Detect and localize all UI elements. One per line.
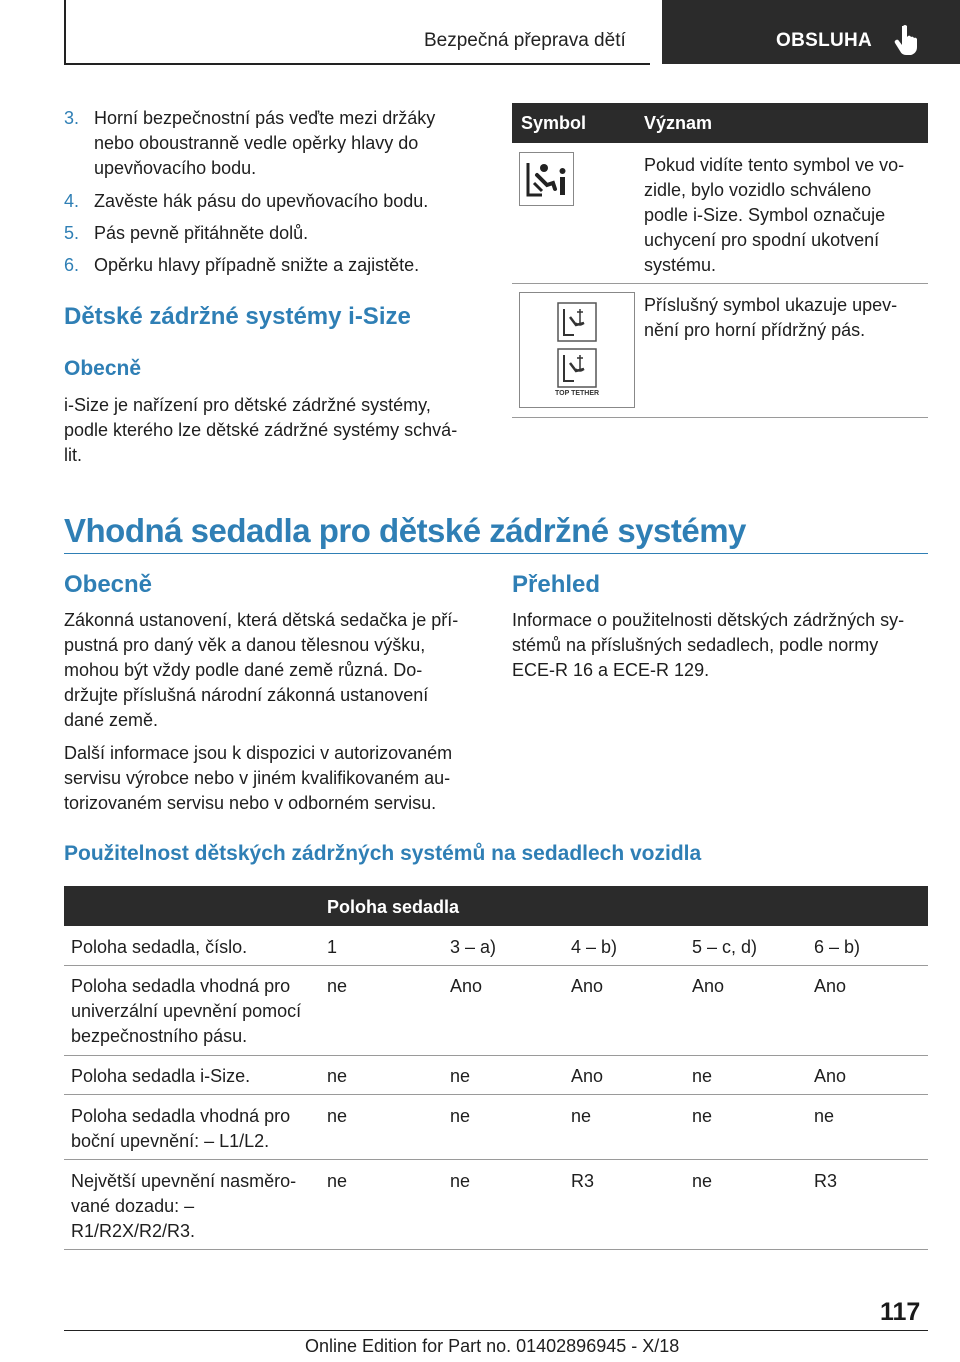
symbol-meaning-line: nění pro horní přídržný pás. [644, 320, 866, 340]
seat-cell: Ano [814, 976, 847, 996]
overview-text-line: stémů na příslušných sedadlech, podle normy [512, 635, 879, 655]
page-number: 117 [880, 1298, 921, 1326]
seat-table-divider [64, 1159, 928, 1160]
seat-cell: ne [327, 976, 348, 996]
seat-row-label: Poloha sedadla, číslo. [71, 937, 248, 957]
seat-row-label: R1/R2X/R2/R3. [71, 1221, 196, 1241]
symbol-meaning-line: Pokud vidíte tento symbol ve vo- [644, 155, 905, 175]
seat-table-title: Použitelnost dětských zádržných systémů na sedadlech vozidla [64, 842, 702, 865]
seat-cell: Ano [450, 976, 483, 996]
step-text-line: Horní bezpečnostní pás veďte mezi držáky [94, 108, 436, 128]
footer-edition: Online Edition for Part no. 01402896945 - X/18 [305, 1336, 680, 1356]
seat-table-divider [64, 1094, 928, 1095]
seat-cell: 6 – b) [814, 937, 861, 957]
seat-cell: Ano [571, 976, 604, 996]
seat-cell: ne [327, 1066, 348, 1086]
seat-cell: ne [692, 1066, 713, 1086]
general-text-line: Zákonná ustanovení, která dětská sedačka je pří- [64, 610, 459, 630]
general-text-line: Další informace jsou k dispozici v autorizovaném [64, 743, 453, 763]
isize-text-line: lit. [64, 445, 82, 465]
seat-cell: R3 [814, 1171, 838, 1191]
step-text-line: Zavěste hák pásu do upevňovacího bodu. [94, 191, 429, 211]
isize-subheading: Obecně [64, 357, 142, 380]
overview-text-line: Informace o použitelnosti dětských zádržných sy- [512, 610, 905, 630]
general-text-line: mohou být vždy podle dané země různá. Do- [64, 660, 423, 680]
seat-cell: ne [327, 1171, 348, 1191]
general-text-line: servisu výrobce nebo v jiném kvalifikovaném au- [64, 768, 451, 788]
step-text-line: Pás pevně přitáhněte dolů. [94, 223, 309, 243]
seat-cell: ne [692, 1171, 713, 1191]
seat-cell: ne [327, 1106, 348, 1126]
top-tether-caption: TOP TETHER [555, 390, 600, 397]
symbol-table-divider [512, 417, 928, 418]
seat-cell: Ano [571, 1066, 604, 1086]
symbol-meaning-line: uchycení pro spodní ukotvení [644, 230, 880, 250]
seat-cell: ne [692, 1106, 713, 1126]
step-number: 4. [64, 191, 80, 211]
symbol-meaning-line: zidle, bylo vozidlo schváleno [644, 180, 872, 200]
step-text-line: nebo oboustranně vedle opěrky hlavy do [94, 133, 419, 153]
seat-cell: 5 – c, d) [692, 937, 758, 957]
symbol-table-divider [512, 283, 928, 284]
general-text-line: pustná pro daný věk a danou tělesnou výšku, [64, 635, 426, 655]
general-heading: Obecně [64, 571, 153, 598]
isize-heading: Dětské zádržné systémy i-Size [64, 303, 411, 330]
header-rule-bottom [64, 63, 650, 65]
step-number: 3. [64, 108, 80, 128]
symbol-meaning-line: systému. [644, 255, 717, 275]
pointing-hand-icon [894, 24, 922, 56]
seat-row-label: Největší upevnění nasměro- [71, 1171, 297, 1191]
general-text-line: držujte příslušná národní zákonná ustanovení [64, 685, 429, 705]
seat-row-label: vané dozadu: – [71, 1196, 195, 1216]
main-heading: Vhodná sedadla pro dětské zádržné systémy [64, 512, 746, 549]
step-text-line: upevňovacího bodu. [94, 158, 257, 178]
seat-cell: 4 – b) [571, 937, 618, 957]
footer-rule [64, 1330, 928, 1331]
seat-row-label: boční upevnění: – L1/L2. [71, 1131, 270, 1151]
seat-cell: 3 – a) [450, 937, 497, 957]
main-heading-rule [64, 553, 928, 554]
symbol-meaning-line: podle i-Size. Symbol označuje [644, 205, 886, 225]
seat-cell: ne [450, 1171, 471, 1191]
seat-cell: R3 [571, 1171, 595, 1191]
step-number: 6. [64, 255, 80, 275]
general-text-line: torizovaném servisu nebo v odborném servisu. [64, 793, 437, 813]
symbol-column-header: Symbol [521, 113, 587, 133]
step-text-line: Opěrku hlavy případně snižte a zajistěte. [94, 255, 420, 275]
isize-text-line: i-Size je nařízení pro dětské zádržné systémy, [64, 395, 431, 415]
seat-table-divider [64, 965, 928, 966]
overview-text-line: ECE-R 16 a ECE-R 129. [512, 660, 710, 680]
seat-cell: 1 [327, 937, 338, 957]
seat-row-label: Poloha sedadla i-Size. [71, 1066, 251, 1086]
isize-text-line: podle kterého lze dětské zádržné systémy schvá- [64, 420, 458, 440]
general-text-line: dané země. [64, 710, 159, 730]
seat-table-header [64, 886, 928, 926]
step-number: 5. [64, 223, 80, 243]
seat-row-label: Poloha sedadla vhodná pro [71, 1106, 291, 1126]
seat-cell: ne [571, 1106, 592, 1126]
seat-table-divider [64, 1055, 928, 1056]
seat-cell: Ano [814, 1066, 847, 1086]
seat-row-label: univerzální upevnění pomocí [71, 1001, 302, 1021]
header-tab-label: OBSLUHA [776, 30, 873, 51]
seat-row-label: bezpečnostního pásu. [71, 1026, 248, 1046]
symbol-meaning-line: Příslušný symbol ukazuje upev- [644, 295, 898, 315]
seat-cell: Ano [692, 976, 725, 996]
header-section-title: Bezpečná přeprava dětí [424, 30, 626, 51]
seat-row-label: Poloha sedadla vhodná pro [71, 976, 291, 996]
overview-heading: Přehled [512, 571, 601, 598]
seat-cell: ne [450, 1066, 471, 1086]
seat-table-divider [64, 1249, 928, 1250]
header-rule-left [64, 0, 66, 64]
seat-cell: ne [450, 1106, 471, 1126]
seat-position-header: Poloha sedadla [327, 897, 460, 917]
isize-seat-icon [519, 152, 574, 206]
seat-cell: ne [814, 1106, 835, 1126]
meaning-column-header: Význam [644, 113, 713, 133]
